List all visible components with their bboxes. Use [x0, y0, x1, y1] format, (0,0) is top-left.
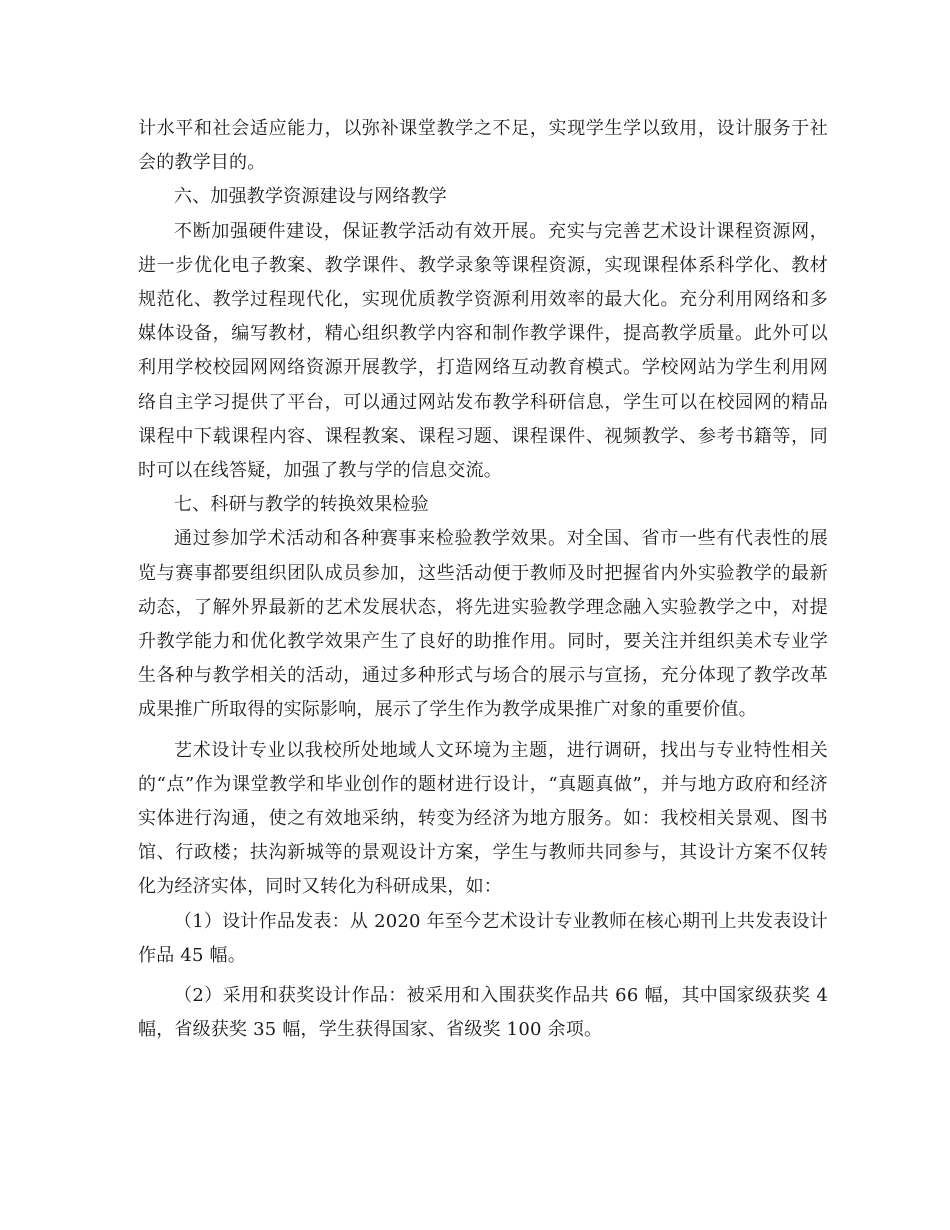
document-body	[138, 112, 828, 1047]
paragraph-teaching-resources: 不断加强硬件建设，保证教学活动有效开展。充实与完善艺术设计课程资源网，进一步优化电子教案、教学课件、教学录象等课程资源，实现课程体系科学化、教材规范化、教学过程现代化，实现优质教学资源利用效率的最大化。充分利用网络和多媒体设备，编写教材，精心组织教学内容和制作教学课件，提高教学质量。此外可以利用学校校园网网络资源开展教学，打造网络互动教育模式。学校网站为学生利用网络自主学习提供了平台，可以通过网站发布教学科研信息，学生可以在校园网的精品课程中下载课程内容、课程教案、课程习题、课程课件、视频教学、参考书籍等，同时可以在线答疑，加强了教与学的信息交流。	[138, 220, 828, 482]
section-heading-six: 六、加强教学资源建设与网络教学	[174, 186, 447, 208]
paragraph-art-design-major: 艺术设计专业以我校所处地域人文环境为主题，进行调研，找出与专业特性相关的“点”作为课堂教学和毕业创作的题材进行设计，“真题真做”，并与地方政府和经济实体进行沟通，使之有效地采纳，转变为经济为地方服务。如：我校相关景观、图书馆、行政楼；扶沟新城等的景观设计方案，学生与教师共同参与，其设计方案不仅转化为经济实体，同时又转化为科研成果，如：	[138, 739, 828, 898]
section-heading-seven: 七、科研与教学的转换效果检验	[174, 494, 429, 516]
paragraph-effect-test: 通过参加学术活动和各种赛事来检验教学效果。对全国、省市一些有代表性的展览与赛事都要组织团队成员参加，这些活动便于教师及时把握省内外实验教学的最新动态，了解外界最新的艺术发展状态，将先进实验教学理念融入实验教学之中，对提升教学能力和优化教学效果产生了良好的助推作用。同时，要关注并组织美术专业学生各种与教学相关的活动，通过多种形式与场合的展示与宣扬，充分体现了教学改革成果推广所取得的实际影响，展示了学生作为教学成果推广对象的重要价值。	[138, 528, 828, 721]
list-item-award-works: （2）采用和获奖设计作品：被采用和入围获奖作品共 66 幅，其中国家级获奖 4 幅，省级获奖 35 幅，学生获得国家、省级奖 100 余项。	[138, 985, 828, 1041]
paragraph-continuation: 计水平和社会适应能力，以弥补课堂教学之不足，实现学生学以致用，设计服务于社会的教学目的。	[138, 118, 828, 174]
list-item-design-publications: （1）设计作品发表：从 2020 年至今艺术设计专业教师在核心期刊上共发表设计作品 45 幅。	[138, 910, 828, 966]
